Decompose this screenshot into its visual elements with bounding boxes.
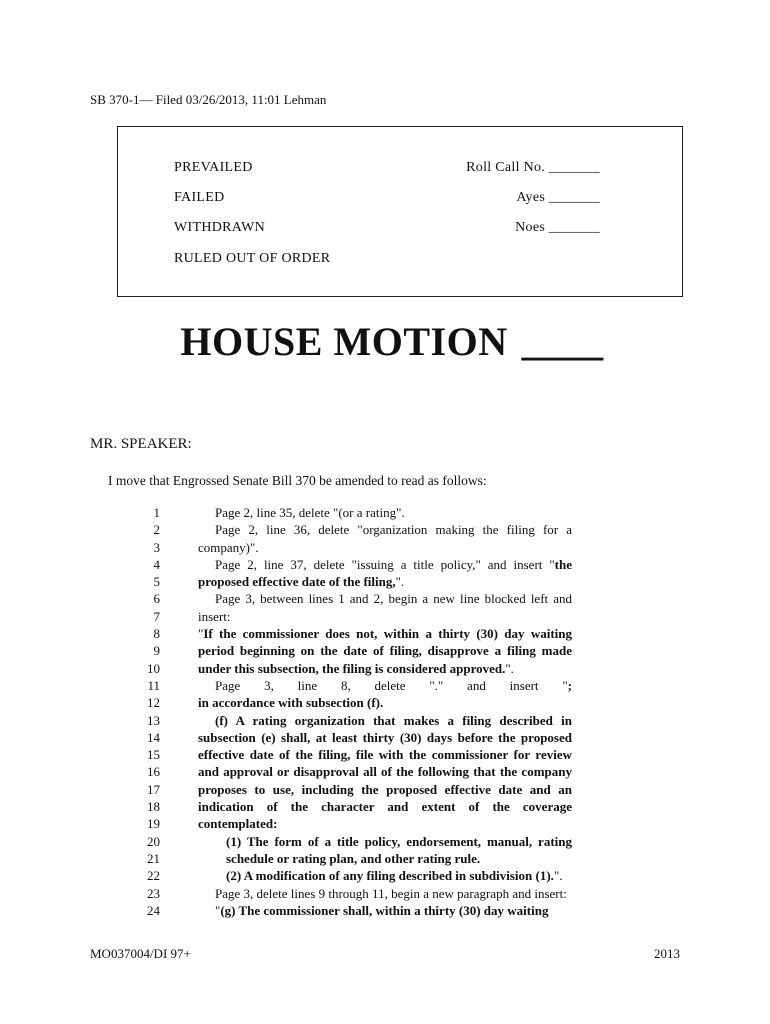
- line-text: [198, 521, 572, 538]
- line-number: 23: [147, 885, 160, 901]
- line-text: [198, 850, 572, 867]
- amendment-instruction: Page 2, line 36, delete "organization making the filing for a: [215, 522, 572, 538]
- line-number: 9: [153, 643, 160, 659]
- line-number: 11: [147, 677, 160, 693]
- inserted-text: (f) A rating organization that makes a filing described in: [215, 712, 572, 728]
- numbered-line: [130, 833, 575, 850]
- line-text: [198, 781, 572, 798]
- line-text: [198, 746, 572, 763]
- inserted-text: (1) The form of a title policy, endorsement, manual, rating: [226, 833, 572, 849]
- numbered-line: [130, 746, 575, 763]
- numbered-line: [130, 815, 575, 832]
- numbered-line: [130, 763, 575, 780]
- line-number: 13: [147, 712, 160, 728]
- line-text: [198, 885, 572, 902]
- line-number: 15: [147, 747, 160, 763]
- line-number: 7: [153, 608, 160, 624]
- document-title: [0, 318, 770, 365]
- inserted-text: indication of the character and extent of the coverage: [198, 799, 572, 815]
- inserted-text: in accordance with subsection (f).: [198, 695, 384, 711]
- amendment-instruction: ": [198, 626, 204, 642]
- inserted-text: ;: [567, 677, 572, 693]
- line-number: 6: [153, 591, 160, 607]
- amendment-instruction: Page 2, line 37, delete "issuing a title policy," and insert ": [215, 556, 555, 572]
- line-number: 19: [147, 816, 160, 832]
- numbered-line: [130, 712, 575, 729]
- title-text: HOUSE MOTION: [180, 319, 508, 364]
- line-number: 21: [147, 850, 160, 866]
- line-text: [198, 729, 572, 746]
- line-text: [198, 660, 572, 677]
- numbered-line: [130, 642, 575, 659]
- line-number: 8: [153, 626, 160, 642]
- line-text: [198, 677, 572, 694]
- numbered-line: [130, 694, 575, 711]
- amendment-instruction: ".: [395, 574, 405, 590]
- numbered-line: [130, 608, 575, 625]
- numbered-line: [130, 850, 575, 867]
- amendment-instruction: ".: [553, 868, 563, 884]
- numbered-line: [130, 729, 575, 746]
- salutation: MR. SPEAKER:: [90, 436, 192, 452]
- line-number: 5: [153, 574, 160, 590]
- ayes-field: Ayes _______: [516, 190, 600, 205]
- numbered-line: [130, 885, 575, 902]
- line-number: 22: [147, 868, 160, 884]
- amendment-text: [130, 504, 575, 919]
- amendment-instruction: ".: [505, 660, 514, 676]
- inserted-text: contemplated:: [198, 816, 278, 832]
- numbered-line: [130, 781, 575, 798]
- motion-intro: I move that Engrossed Senate Bill 370 be amended to read as follows:: [108, 473, 487, 488]
- line-text: [198, 902, 572, 919]
- ruled-out-of-order-label: RULED OUT OF ORDER: [174, 251, 331, 266]
- numbered-line: [130, 556, 575, 573]
- inserted-text: the: [554, 556, 572, 572]
- line-number: 12: [147, 695, 160, 711]
- line-text: [198, 763, 572, 780]
- line-number: 3: [153, 539, 160, 555]
- inserted-text: under this subsection, the filing is considered approved.: [198, 660, 506, 676]
- inserted-text: and approval or disapproval all of the following that the company: [198, 764, 572, 780]
- line-number: 20: [147, 833, 160, 849]
- line-number: 4: [153, 556, 160, 572]
- line-number: 10: [147, 660, 160, 676]
- line-text: [198, 625, 572, 642]
- inserted-text: proposes to use, including the proposed effective date and an: [198, 781, 572, 797]
- line-text: [198, 573, 572, 590]
- numbered-line: [130, 625, 575, 642]
- line-text: [198, 815, 572, 832]
- line-text: [198, 833, 572, 850]
- line-text: [198, 798, 572, 815]
- line-number: 24: [147, 902, 160, 918]
- numbered-line: [130, 521, 575, 538]
- amendment-instruction: ": [215, 902, 221, 918]
- inserted-text: (g) The commissioner shall, within a thirty (30) day waiting: [220, 902, 549, 918]
- amendment-instruction: Page 3, line 8, delete "." and insert ": [215, 677, 568, 693]
- amendment-instruction: company)".: [198, 539, 259, 555]
- noes-field: Noes _______: [515, 220, 600, 235]
- inserted-text: If the commissioner does not, within a thirty (30) day waiting: [203, 626, 572, 642]
- line-text: [198, 642, 572, 659]
- amendment-instruction: insert:: [198, 608, 231, 624]
- numbered-line: [130, 590, 575, 607]
- withdrawn-label: WITHDRAWN: [174, 220, 265, 235]
- line-number: 14: [147, 729, 160, 745]
- amendment-instruction: Page 3, delete lines 9 through 11, begin a new paragraph and insert:: [215, 885, 567, 901]
- line-text: [198, 590, 572, 607]
- amendment-instruction: Page 2, line 35, delete "(or a rating".: [215, 505, 405, 520]
- line-text: [198, 556, 572, 573]
- inserted-text: period beginning on the date of filing, disapprove a filing made: [198, 643, 572, 659]
- numbered-line: [130, 660, 575, 677]
- document-year: 2013: [654, 946, 680, 961]
- filing-header: SB 370-1— Filed 03/26/2013, 11:01 Lehman: [90, 92, 327, 107]
- line-number: 2: [153, 522, 160, 538]
- line-number: 17: [147, 781, 160, 797]
- inserted-text: (2) A modification of any filing described in subdivision (1).: [226, 868, 554, 884]
- numbered-line: [130, 504, 575, 521]
- inserted-text: subsection (e) shall, at least thirty (30) days before the proposed: [198, 729, 572, 745]
- amendment-instruction: Page 3, between lines 1 and 2, begin a new line blocked left and: [215, 591, 572, 607]
- line-text: [198, 504, 572, 521]
- line-text: [198, 539, 572, 556]
- numbered-line: [130, 902, 575, 919]
- inserted-text: schedule or rating plan, and other rating rule.: [226, 850, 481, 866]
- title-blank: ____: [521, 319, 604, 364]
- vote-result-box: [117, 126, 683, 297]
- line-text: [198, 608, 572, 625]
- line-text: [198, 867, 572, 884]
- prevailed-label: PREVAILED: [174, 160, 253, 175]
- line-text: [198, 694, 572, 711]
- document-code: MO037004/DI 97+: [90, 946, 191, 961]
- line-text: [198, 712, 572, 729]
- numbered-line: [130, 798, 575, 815]
- line-number: 18: [147, 799, 160, 815]
- failed-label: FAILED: [174, 190, 225, 205]
- numbered-line: [130, 867, 575, 884]
- numbered-line: [130, 677, 575, 694]
- line-number: 16: [147, 764, 160, 780]
- line-number: 1: [153, 505, 160, 520]
- inserted-text: effective date of the filing, file with the commissioner for review: [198, 747, 572, 763]
- inserted-text: proposed effective date of the filing,: [198, 574, 396, 590]
- numbered-line: [130, 573, 575, 590]
- numbered-line: [130, 539, 575, 556]
- roll-call-field: Roll Call No. _______: [466, 160, 600, 175]
